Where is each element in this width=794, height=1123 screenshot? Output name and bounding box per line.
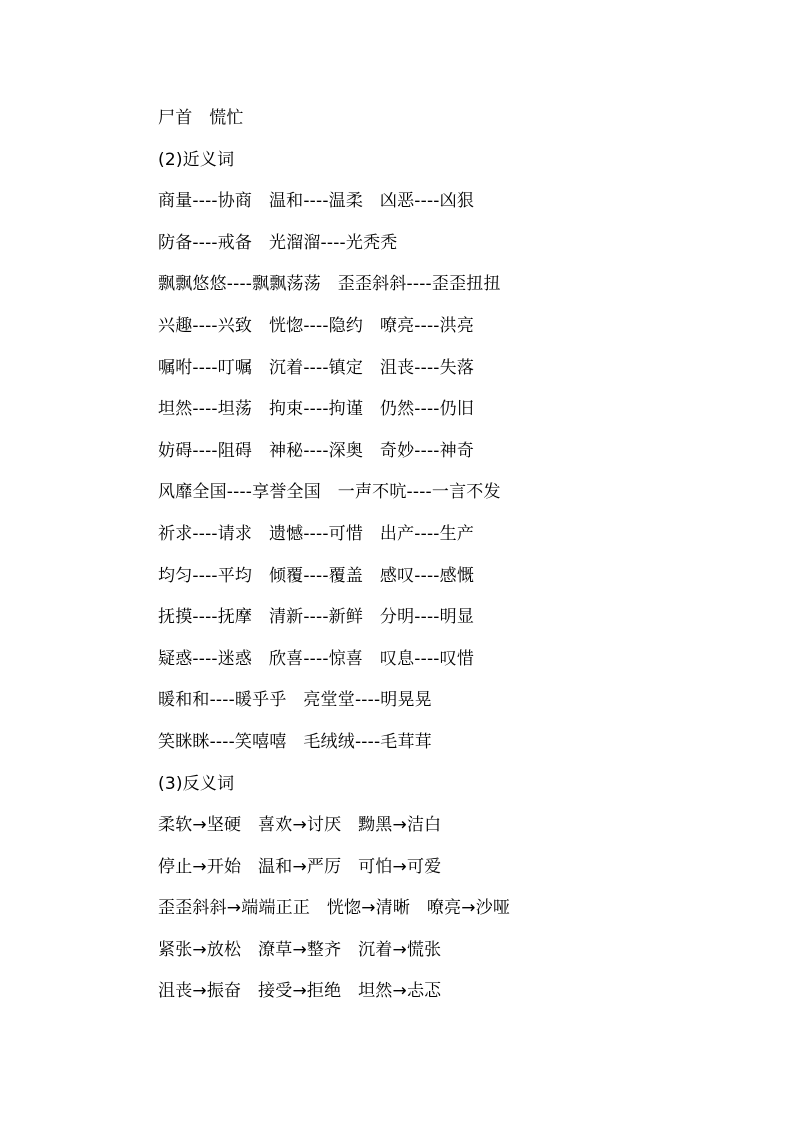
text-line: 兴趣----兴致 恍惚----隐约 嘹亮----洪亮 (158, 315, 475, 336)
text-line: 飘飘悠悠----飘飘荡荡 歪歪斜斜----歪歪扭扭 (158, 274, 501, 295)
text-line: 沮丧→振奋 接受→拒绝 坦然→忐忑 (158, 981, 442, 1002)
text-line: 风靡全国----享誉全国 一声不吭----一言不发 (158, 482, 501, 503)
document-body (158, 104, 718, 1019)
text-line: 歪歪斜斜→端端正正 恍惚→清晰 嘹亮→沙哑 (158, 898, 511, 919)
text-line: 暖和和----暖乎乎 亮堂堂----明晃晃 (158, 690, 432, 711)
text-line: 柔软→坚硬 喜欢→讨厌 黝黑→洁白 (158, 815, 442, 836)
text-line: 嘱咐----叮嘱 沉着----镇定 沮丧----失落 (158, 357, 475, 378)
text-line: 停止→开始 温和→严厉 可怕→可爱 (158, 856, 442, 877)
text-line: 抚摸----抚摩 清新----新鲜 分明----明显 (158, 607, 475, 628)
text-line: 商量----协商 温和----温柔 凶恶----凶狠 (158, 191, 475, 212)
text-line: 笑眯眯----笑嘻嘻 毛绒绒----毛茸茸 (158, 731, 432, 752)
text-line: 祈求----请求 遗憾----可惜 出产----生产 (158, 523, 475, 544)
text-line: 疑惑----迷惑 欣喜----惊喜 叹息----叹惜 (158, 648, 475, 669)
text-line: 尸首 慌忙 (158, 108, 244, 128)
text-line: 均匀----平均 倾覆----覆盖 感叹----感慨 (158, 565, 475, 586)
text-line: 妨碍----阻碍 神秘----深奥 奇妙----神奇 (158, 440, 475, 461)
text-line: 坦然----坦荡 拘束----拘谨 仍然----仍旧 (158, 399, 475, 420)
text-line: 紧张→放松 潦草→整齐 沉着→慌张 (158, 939, 442, 960)
text-line: 防备----戒备 光溜溜----光秃秃 (158, 232, 398, 253)
section-heading-synonyms: (2)近义词 (158, 149, 235, 170)
section-heading-antonyms: (3)反义词 (158, 773, 235, 794)
